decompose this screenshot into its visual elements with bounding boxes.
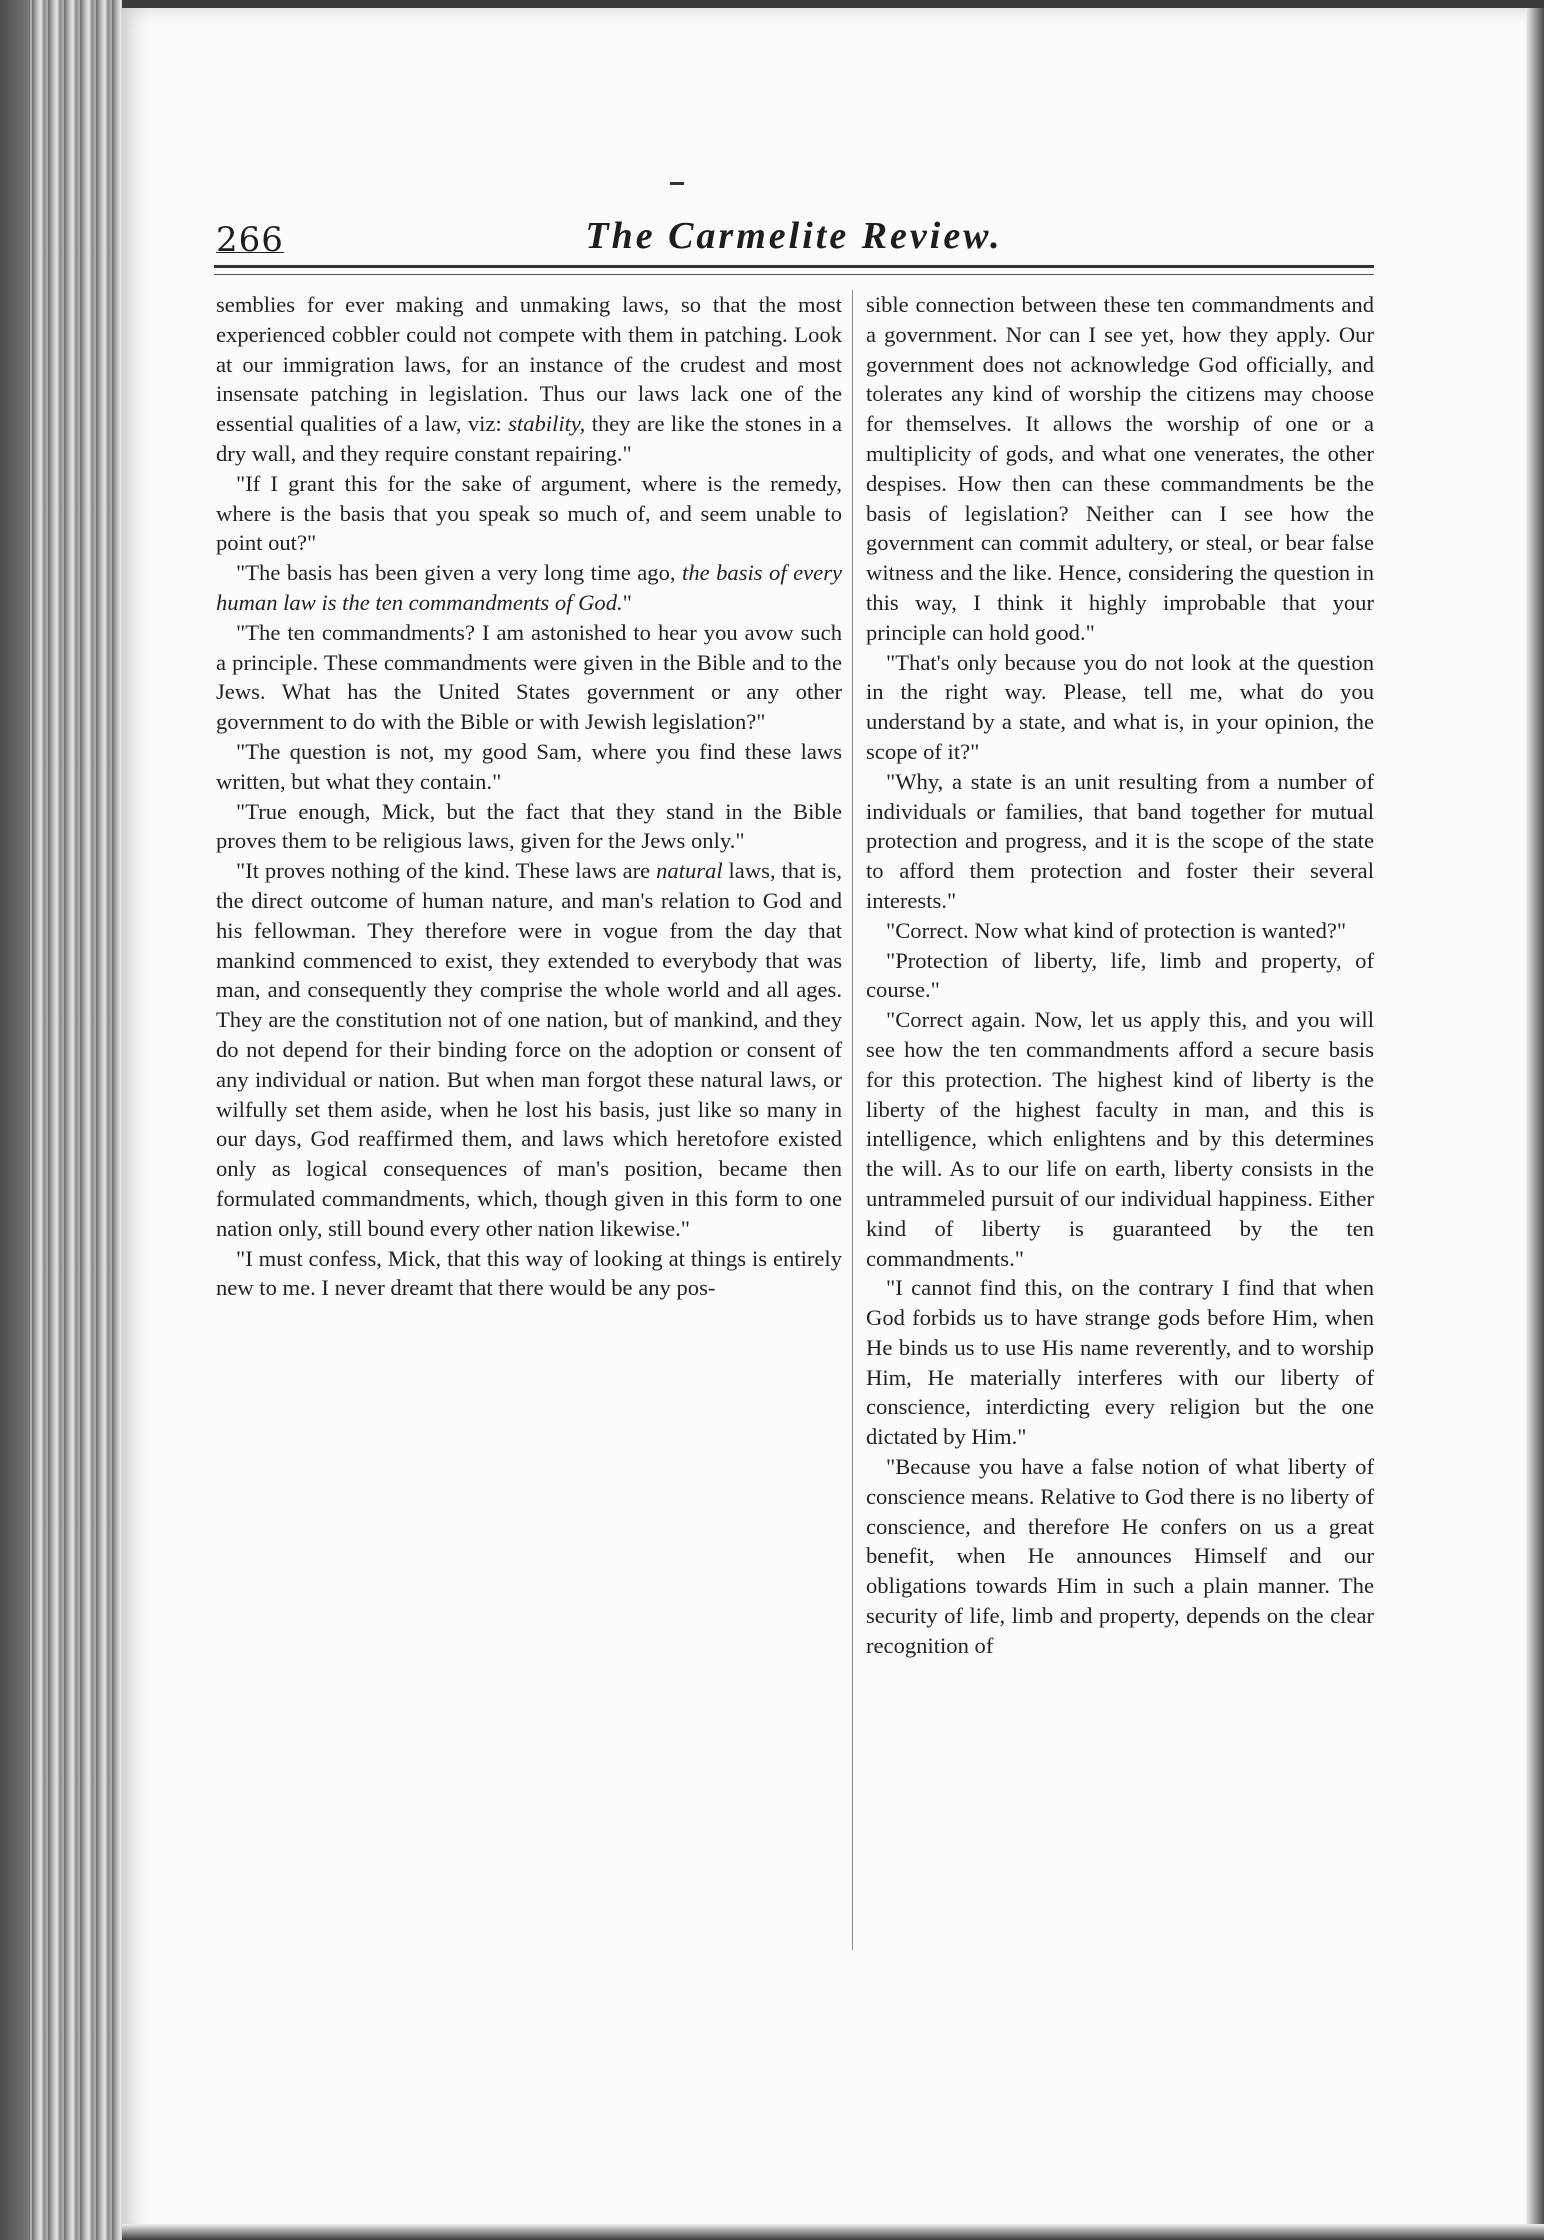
paragraph: "Correct. Now what kind of protection is wanted?" [886,917,1347,943]
left-column [216,290,842,1303]
header-rule-thick [214,265,1374,268]
paragraph: "It proves nothing of the kind. These laws are natural laws, that is, the direct outcome of human nature, and man's relation to God and his fellowman. They therefore were in vogue from the day that mankind commenced to exist, they extended to everybody that was man, and consequently they comprise the whole world and all ages. They are the constitution not of one nation, but of mankind, and they do not depend for their binding force on the adoption or consent of any individual or nation. But when man forgot these natural laws, or wilfully set them aside, when he lost his basis, just like so many in our days, God reaffirmed them, and laws which heretofore existed only as logical consequences of man's position, became then formulated commandments, which, though given in this form to one nation only, still bound every other nation likewise." [216,858,842,1241]
page-header [216,210,1372,260]
paragraph: "True enough, Mick, but the fact that they stand in the Bible proves them to be religious laws, given for the Jews only." [216,798,842,854]
page-bottom-edge [122,2224,1544,2240]
paragraph: "The question is not, my good Sam, where you find these laws written, but what they contain." [216,738,842,794]
paragraph: "That's only because you do not look at the question in the right way. Please, tell me, what do you understand by a state, and what is, in your opinion, the scope of it?" [866,649,1374,764]
paragraph: semblies for ever making and unmaking laws, so that the most experienced cobbler could not compete with them in patching. Look at our immigration laws, for an instance of the crudest and most insensate patching in legislation. Thus our laws lack one of the essential qualities of a law, viz: stability, they are like the stones in a dry wall, and they require constant repairing." [216,292,842,466]
column-divider [852,290,853,1950]
binding-shadow [0,0,30,2240]
header-rule-thin [214,274,1374,275]
page-right-edge [1526,8,1544,2240]
printer-mark [670,182,684,185]
paragraph: "Because you have a false notion of what liberty of conscience means. Relative to God there is no liberty of conscience, and therefore He confers on us a great benefit, when He announces Himself and our obligations towards Him in such a plain manner. The security of life, limb and property, depends on the clear recognition of [866,1454,1374,1658]
paragraph: sible connection between these ten commandments and a government. Nor can I see yet, how they apply. Our government does not acknowledge God officially, and tolerates any kind of worship the citizens may choose for themselves. It allows the worship of one or a multiplicity of gods, and what one venerates, the other despises. How then can these commandments be the basis of legislation? Neither can I see how the government can commit adultery, or steal, or bear false witness and the like. Hence, considering the question in this way, I think it highly improbable that your principle can hold good." [866,292,1374,645]
paragraph: "The basis has been given a very long time ago, the basis of every human law is the ten commandments of God." [216,560,843,615]
running-title: The Carmelite Review. [585,215,1003,257]
paragraph: "If I grant this for the sake of argument, where is the remedy, where is the basis that you speak so much of, and seem unable to point out?" [216,470,842,556]
paragraph: "Protection of liberty, life, limb and property, of course." [866,947,1374,1003]
paragraph: "Correct again. Now, let us apply this, and you will see how the ten commandments afford a secure basis for this protection. The highest kind of liberty is the liberty of the highest faculty in man, and this is intelligence, which enlightens and by this determines the will. As to our life on earth, liberty consists in the untrammeled pursuit of our individual happiness. Either kind of liberty is guaranteed by the ten commandments." [866,1007,1374,1271]
page-number: 266 [216,220,284,260]
paragraph: "I must confess, Mick, that this way of looking at things is entirely new to me. I never dreamt that there would be any pos- [216,1245,842,1301]
right-column [866,290,1374,1661]
paragraph: "The ten commandments? I am astonished to hear you avow such a principle. These commandments were given in the Bible and to the Jews. What has the United States government or any other government to do with the Bible or with Jewish legislation?" [216,619,842,735]
paragraph: "I cannot find this, on the contrary I find that when God forbids us to have strange gods before Him, when He binds us to use His name reverently, and to worship Him, He materially interferes with our liberty of conscience, interdicting every religion but the one dictated by Him." [866,1275,1374,1450]
paragraph: "Why, a state is an unit resulting from a number of individuals or families, that band together for mutual protection and progress, and it is the scope of the state to afford them protection and foster their several interests." [866,768,1374,913]
